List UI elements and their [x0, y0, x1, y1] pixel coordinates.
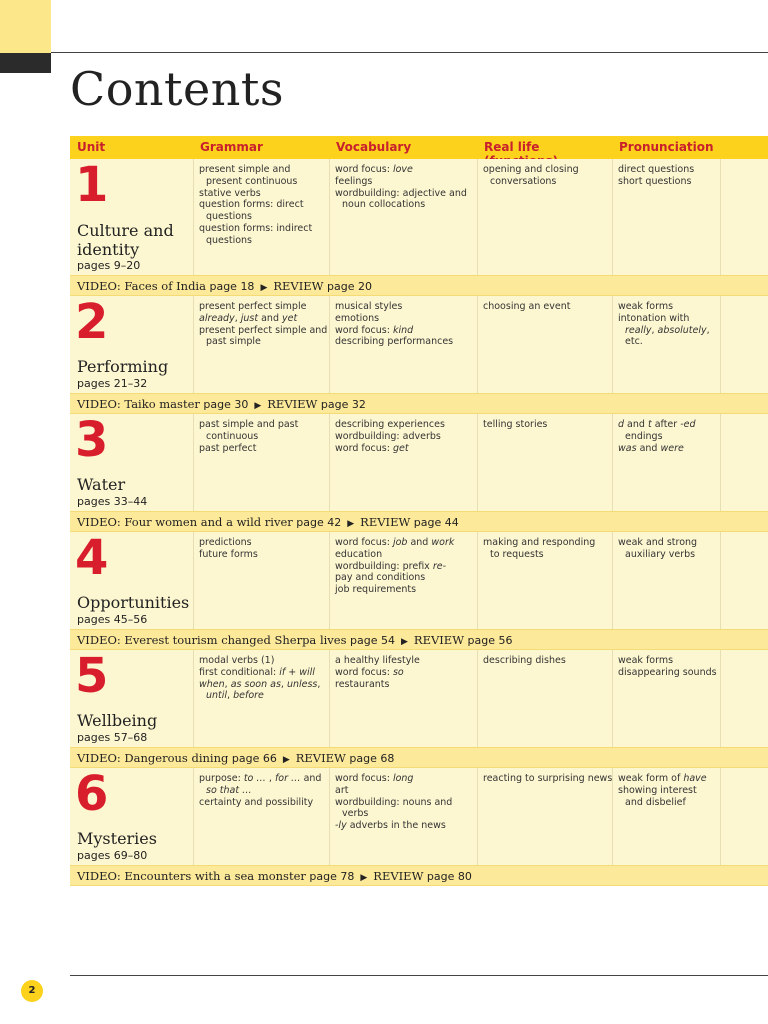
- column-divider: [329, 296, 330, 393]
- cell-line: and disbelief: [625, 796, 686, 808]
- page-number: 2: [21, 980, 43, 1002]
- unit-number: 2: [75, 294, 107, 350]
- cell-line: word focus: kind: [335, 324, 414, 336]
- unit-name: [77, 593, 189, 612]
- cell-line: predictions: [199, 537, 252, 548]
- video-review-row: [70, 275, 768, 296]
- header-unit: Unit: [77, 140, 106, 154]
- cell-line: reacting to surprising news: [483, 773, 613, 784]
- cell-grammar: [199, 301, 327, 348]
- cell-line: d and t after -ed: [618, 419, 696, 430]
- column-divider: [329, 650, 330, 747]
- contents-header-row: [70, 136, 768, 159]
- column-divider: [329, 768, 330, 865]
- video-review-row: [70, 393, 768, 414]
- cell-grammar: [199, 655, 320, 702]
- column-divider: [720, 414, 721, 511]
- header-pronunciation: Pronunciation: [619, 140, 714, 154]
- cell-pronunciation: [618, 537, 697, 561]
- cell-line: past simple: [206, 336, 261, 348]
- cell-line: present simple and: [199, 164, 291, 175]
- cell-line: questions: [206, 234, 252, 246]
- column-divider: [612, 296, 613, 393]
- cell-line: stative verbs: [199, 187, 261, 199]
- cell-pronunciation: [618, 419, 696, 454]
- cell-pronunciation: [618, 773, 707, 808]
- review-label: REVIEW: [273, 279, 324, 293]
- play-arrow-icon: ▶: [347, 519, 355, 529]
- review-label: REVIEW: [295, 751, 346, 765]
- unit-row: [70, 296, 768, 393]
- cell-line: weak form of have: [618, 773, 707, 784]
- cell-vocabulary: [335, 655, 420, 690]
- play-arrow-icon: ▶: [400, 637, 408, 647]
- column-divider: [720, 650, 721, 747]
- cell-vocabulary: [335, 773, 452, 832]
- unit-name-line: Culture and: [77, 221, 174, 240]
- cell-line: when, as soon as, unless,: [199, 678, 321, 690]
- column-divider: [193, 296, 194, 393]
- review-label: REVIEW: [360, 515, 411, 529]
- video-page: page 18: [209, 280, 255, 293]
- cell-vocabulary: [335, 419, 445, 454]
- review-page: page 32: [320, 398, 366, 411]
- cell-line: certainty and possibility: [199, 796, 314, 808]
- unit-pages: pages 33–44: [77, 495, 148, 508]
- unit-number: 3: [75, 412, 107, 468]
- cell-line: job requirements: [335, 584, 417, 596]
- cell-line: so that …: [206, 784, 252, 796]
- cell-line: questions: [206, 211, 252, 223]
- cell-line: really, absolutely,: [625, 324, 710, 336]
- cell-line: education: [335, 548, 383, 560]
- column-divider: [612, 159, 613, 275]
- unit-name-line: identity: [77, 240, 140, 259]
- cell-line: pay and conditions: [335, 572, 426, 584]
- unit-name-line: Water: [77, 475, 126, 494]
- column-divider: [477, 768, 478, 865]
- cell-line: continuous: [206, 430, 259, 442]
- corner-tab-yellow: [0, 0, 51, 53]
- review-label: REVIEW: [267, 397, 318, 411]
- cell-line: musical styles: [335, 301, 403, 312]
- header-grammar: Grammar: [200, 140, 263, 154]
- review-label: REVIEW: [373, 869, 424, 883]
- cell-line: word focus: love: [335, 164, 413, 175]
- unit-row: [70, 159, 768, 275]
- cell-line: making and responding: [483, 537, 596, 548]
- video-page: page 66: [231, 752, 277, 765]
- cell-line: conversations: [490, 175, 557, 187]
- bottom-rule: [70, 975, 768, 976]
- cell-grammar: [199, 164, 312, 247]
- cell-line: choosing an event: [483, 301, 571, 312]
- cell-line: purpose: to … , for … and: [199, 773, 322, 784]
- cell-pronunciation: [618, 301, 710, 348]
- unit-number: 6: [75, 766, 107, 822]
- play-arrow-icon: ▶: [282, 755, 290, 765]
- unit-pages: pages 69–80: [77, 849, 148, 862]
- unit-row: [70, 768, 768, 865]
- column-divider: [612, 650, 613, 747]
- video-title: VIDEO: Dangerous dining: [77, 751, 229, 765]
- cell-line: -ly adverbs in the news: [335, 820, 446, 832]
- review-page: page 80: [426, 870, 472, 883]
- column-divider: [612, 414, 613, 511]
- cell-line: to requests: [490, 548, 544, 560]
- cell-grammar: [199, 419, 298, 454]
- unit-name-line: Mysteries: [77, 829, 157, 848]
- cell-line: verbs: [342, 808, 369, 820]
- cell-line: direct questions: [618, 164, 695, 175]
- cell-line: wordbuilding: adverbs: [335, 430, 441, 442]
- cell-pronunciation: [618, 655, 717, 679]
- cell-real-life: [483, 773, 612, 785]
- cell-line: past simple and past: [199, 419, 299, 430]
- unit-pages: pages 45–56: [77, 613, 148, 626]
- cell-line: past perfect: [199, 442, 257, 454]
- corner-tab-dark: [0, 53, 51, 73]
- cell-line: short questions: [618, 175, 692, 187]
- cell-line: modal verbs (1): [199, 655, 275, 666]
- cell-line: was and were: [618, 442, 684, 454]
- cell-line: describing experiences: [335, 419, 445, 430]
- video-page: page 78: [309, 870, 355, 883]
- cell-line: telling stories: [483, 419, 548, 430]
- review-page: page 20: [326, 280, 372, 293]
- column-divider: [477, 296, 478, 393]
- review-label: REVIEW: [413, 633, 465, 647]
- video-title: VIDEO: Faces of India: [77, 279, 206, 293]
- cell-line: until, before: [206, 690, 264, 702]
- cell-vocabulary: [335, 537, 454, 596]
- unit-name: [77, 475, 125, 494]
- column-divider: [720, 768, 721, 865]
- cell-line: already, just and yet: [199, 312, 298, 324]
- unit-number: 5: [75, 648, 107, 704]
- cell-line: emotions: [335, 312, 380, 324]
- video-page: page 30: [203, 398, 249, 411]
- video-page: page 54: [350, 634, 395, 647]
- video-review-row: [70, 747, 768, 768]
- contents-table: [70, 136, 768, 886]
- video-title: VIDEO: Everest tourism changed Sherpa lives: [77, 633, 347, 647]
- unit-name: [77, 829, 157, 848]
- cell-real-life: [483, 537, 595, 561]
- cell-pronunciation: [618, 164, 694, 188]
- cell-line: wordbuilding: prefix re-: [335, 560, 447, 572]
- cell-line: intonation with: [618, 312, 690, 324]
- cell-line: present perfect simple and: [199, 324, 328, 336]
- header-vocabulary: Vocabulary: [336, 140, 412, 154]
- unit-name-line: Wellbeing: [77, 711, 158, 730]
- unit-row: [70, 414, 768, 511]
- cell-grammar: [199, 773, 321, 808]
- cell-vocabulary: [335, 301, 453, 348]
- unit-name-line: Performing: [77, 357, 169, 376]
- column-divider: [477, 414, 478, 511]
- page-title: Contents: [70, 62, 284, 116]
- cell-line: question forms: indirect: [199, 222, 313, 234]
- top-rule: [51, 52, 768, 53]
- cell-line: endings: [625, 430, 663, 442]
- cell-line: present perfect simple: [199, 301, 307, 312]
- cell-line: word focus: get: [335, 442, 409, 454]
- column-divider: [193, 768, 194, 865]
- column-divider: [329, 159, 330, 275]
- cell-grammar: [199, 537, 258, 561]
- cell-line: describing performances: [335, 336, 454, 348]
- cell-real-life: [483, 655, 566, 667]
- review-page: page 56: [467, 634, 513, 647]
- column-divider: [329, 532, 330, 629]
- column-divider: [193, 414, 194, 511]
- cell-vocabulary: [335, 164, 467, 211]
- column-divider: [477, 159, 478, 275]
- cell-line: noun collocations: [342, 199, 426, 211]
- unit-number: 4: [75, 530, 107, 586]
- cell-real-life: [483, 164, 579, 188]
- unit-name: [77, 357, 168, 376]
- cell-line: wordbuilding: nouns and: [335, 796, 453, 808]
- unit-row: [70, 650, 768, 747]
- cell-line: describing dishes: [483, 655, 566, 666]
- units-list: [70, 159, 768, 886]
- column-divider: [477, 650, 478, 747]
- column-divider: [720, 296, 721, 393]
- header-blank: [720, 136, 768, 159]
- review-page: page 68: [349, 752, 395, 765]
- video-title: VIDEO: Four women and a wild river: [77, 515, 293, 529]
- unit-name: [77, 221, 174, 259]
- cell-line: word focus: long: [335, 773, 414, 784]
- cell-real-life: [483, 419, 547, 431]
- column-divider: [720, 532, 721, 629]
- unit-pages: pages 57–68: [77, 731, 148, 744]
- video-page: page 42: [296, 516, 342, 529]
- column-divider: [193, 650, 194, 747]
- column-divider: [193, 532, 194, 629]
- unit-pages: pages 9–20: [77, 259, 141, 272]
- cell-line: present continuous: [206, 175, 298, 187]
- cell-line: restaurants: [335, 678, 390, 690]
- cell-real-life: [483, 301, 570, 313]
- unit-row: [70, 532, 768, 629]
- video-title: VIDEO: Encounters with a sea monster: [77, 869, 306, 883]
- column-divider: [720, 159, 721, 275]
- header-real-life: Real life: [484, 140, 540, 154]
- cell-line: disappearing sounds: [618, 666, 717, 678]
- unit-name-line: Opportunities: [77, 593, 190, 612]
- column-divider: [477, 532, 478, 629]
- cell-line: word focus: job and work: [335, 537, 455, 548]
- column-divider: [329, 414, 330, 511]
- unit-name: [77, 711, 157, 730]
- video-title: VIDEO: Taiko master: [77, 397, 200, 411]
- cell-line: first conditional: if + will: [199, 666, 315, 678]
- cell-line: art: [335, 784, 349, 796]
- cell-line: future forms: [199, 548, 258, 560]
- play-arrow-icon: ▶: [260, 283, 268, 293]
- cell-line: weak forms: [618, 301, 674, 312]
- cell-line: opening and closing: [483, 164, 579, 175]
- cell-line: etc.: [625, 336, 643, 348]
- cell-line: weak and strong: [618, 537, 698, 548]
- cell-line: weak forms: [618, 655, 674, 666]
- cell-line: a healthy lifestyle: [335, 655, 420, 666]
- video-review-row: [70, 511, 768, 532]
- unit-number: 1: [75, 157, 107, 213]
- play-arrow-icon: ▶: [254, 401, 262, 411]
- cell-line: feelings: [335, 175, 373, 187]
- unit-pages: pages 21–32: [77, 377, 148, 390]
- column-divider: [193, 159, 194, 275]
- play-arrow-icon: ▶: [360, 873, 368, 883]
- cell-line: question forms: direct: [199, 199, 304, 211]
- cell-line: auxiliary verbs: [625, 548, 696, 560]
- cell-line: word focus: so: [335, 666, 404, 678]
- column-divider: [612, 532, 613, 629]
- review-page: page 44: [413, 516, 459, 529]
- cell-line: wordbuilding: adjective and: [335, 187, 467, 199]
- video-review-row: [70, 629, 768, 650]
- cell-line: showing interest: [618, 784, 697, 796]
- video-review-row: [70, 865, 768, 886]
